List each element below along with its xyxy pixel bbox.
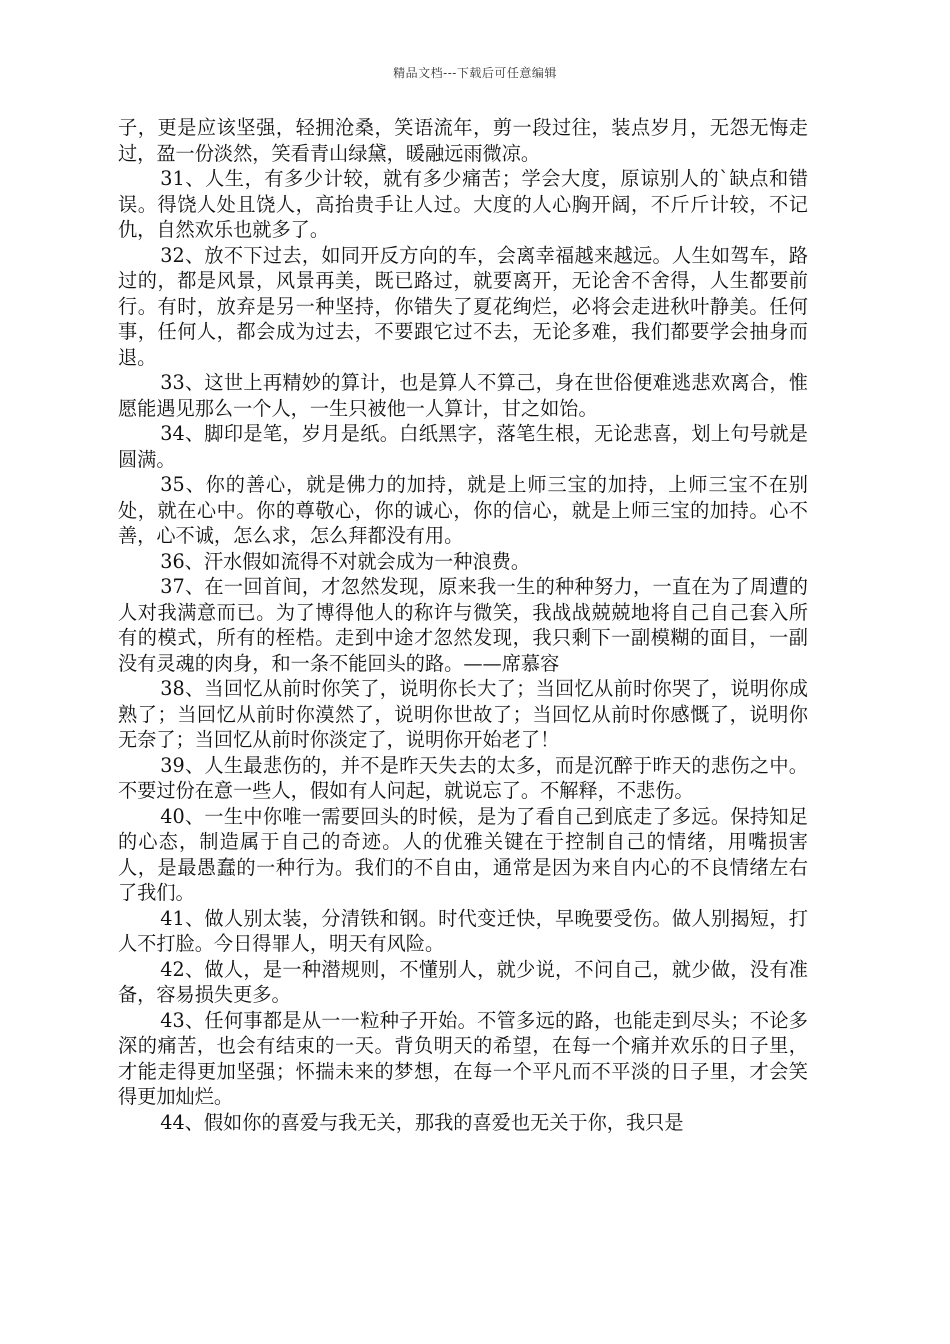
paragraph-continuation: 子，更是应该坚强，轻拥沧桑，笑语流年，剪一段过往，装点岁月，无怨无悔走过，盈一份淡然，笑看青山绿黛，暖融远雨微凉。: [118, 116, 808, 165]
paragraph-36: 36、汗水假如流得不对就会成为一种浪费。: [160, 549, 531, 573]
paragraph-42: 42、做人，是一种潜规则，不懂别人，就少说，不问自己，就少做，没有准备，容易损失更多。: [118, 957, 808, 1006]
document-body: [118, 115, 808, 1135]
paragraph-34: 34、脚印是笔，岁月是纸。白纸黑字，落笔生根，无论悲喜，划上句号就是圆满。: [118, 422, 808, 471]
paragraph-35: 35、你的善心，就是佛力的加持，就是上师三宝的加持，上师三宝不在别处，就在心中。你的尊敬心，你的诚心，你的信心，就是上师三宝的加持。心不善，心不诚，怎么求，怎么拜都没有用。: [118, 473, 808, 547]
paragraph-33: 33、这世上再精妙的算计，也是算人不算己，身在世俗便难逃悲欢离合，惟愿能遇见那么一个人，一生只被他一人算计，甘之如饴。: [118, 371, 808, 420]
paragraph-41: 41、做人别太装，分清铁和钢。时代变迁快，早晚要受伤。做人别揭短，打人不打脸。今日得罪人，明天有风险。: [118, 906, 808, 955]
paragraph-31: 31、人生，有多少计较，就有多少痛苦；学会大度，原谅别人的`缺点和错误。得饶人处且饶人，高抬贵手让人过。大度的人心胸开阔，不斤斤计较，不记仇，自然欢乐也就多了。: [118, 167, 808, 241]
paragraph-39: 39、人生最悲伤的，并不是昨天失去的太多，而是沉醉于昨天的悲伤之中。不要过份在意一些人，假如有人问起，就说忘了。不解释，不悲伤。: [118, 753, 808, 802]
page-header: 精品文档---下载后可任意编辑: [393, 66, 557, 80]
paragraph-40: 40、一生中你唯一需要回头的时候，是为了看自己到底走了多远。保持知足的心态，制造属于自己的奇迹。人的优雅关键在于控制自己的情绪，用嘴损害人，是最愚蠢的一种行为。我们的不自由，通常是因为来自内心的不良情绪左右了我们。: [118, 804, 808, 904]
paragraph-44: 44、假如你的喜爱与我无关，那我的喜爱也无关于你，我只是: [160, 1110, 684, 1134]
paragraph-37: 37、在一回首间，才忽然发现，原来我一生的种种努力，一直在为了周遭的人对我满意而已。为了博得他人的称许与微笑，我战战兢兢地将自己自己套入所有的模式，所有的桎梏。走到中途才忽然发现，我只剩下一副模糊的面目，一副没有灵魂的肉身，和一条不能回头的路。——席慕容: [118, 575, 808, 675]
paragraph-38: 38、当回忆从前时你笑了，说明你长大了；当回忆从前时你哭了，说明你成熟了；当回忆从前时你漠然了，说明你世故了；当回忆从前时你感慨了，说明你无奈了；当回忆从前时你淡定了，说明你开始老了！: [118, 677, 808, 751]
paragraph-32: 32、放不下过去，如同开反方向的车，会离幸福越来越远。人生如驾车，路过的，都是风景，风景再美，既已路过，就要离开，无论舍不舍得，人生都要前行。有时，放弃是另一种坚持，你错失了夏花绚烂，必将会走进秋叶静美。任何事，任何人，都会成为过去，不要跟它过不去，无论多难，我们都要学会抽身而退。: [118, 243, 808, 369]
paragraph-43: 43、任何事都是从一一粒种子开始。不管多远的路，也能走到尽头；不论多深的痛苦，也会有结束的一天。背负明天的希望，在每一个痛并欢乐的日子里，才能走得更加坚强；怀揣未来的梦想，在每一个平凡而不平淡的日子里，才会笑得更加灿烂。: [118, 1008, 808, 1108]
